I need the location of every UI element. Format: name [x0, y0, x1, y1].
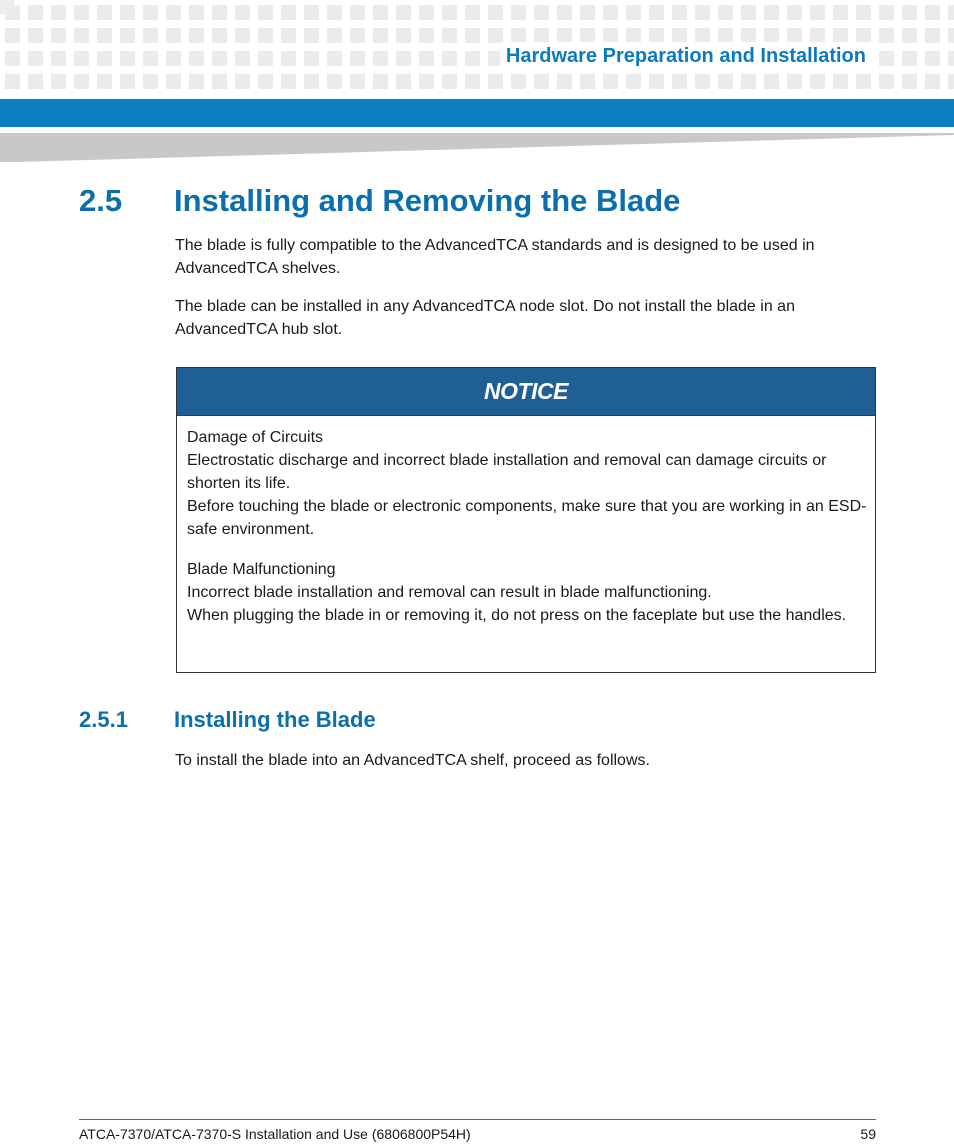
subsection-paragraph: To install the blade into an AdvancedTCA shelf, proceed as follows.: [175, 752, 650, 769]
header-grid-square: [787, 28, 802, 43]
header-grid-square: [442, 51, 457, 66]
header-grid-square: [948, 5, 954, 20]
header-grid-square: [580, 28, 595, 43]
header-grid-square: [672, 74, 687, 89]
header-grid-square: [97, 74, 112, 89]
header-grid-square: [442, 5, 457, 20]
header-grid-square: [212, 28, 227, 43]
header-grid-square: [97, 5, 112, 20]
header-grid-square: [603, 74, 618, 89]
header-grid-square: [166, 28, 181, 43]
header-grid-square: [626, 5, 641, 20]
notice-label: NOTICE: [484, 378, 568, 404]
header-grid-square: [5, 28, 20, 43]
header-grid-square: [212, 51, 227, 66]
header-grid-square: [580, 5, 595, 20]
header-grid-square: [281, 51, 296, 66]
header-grid-square: [212, 74, 227, 89]
header-grid-square: [511, 28, 526, 43]
header-grid-square: [166, 5, 181, 20]
header-grid-square: [925, 74, 940, 89]
header-grid-square: [442, 74, 457, 89]
header-grid-square: [350, 5, 365, 20]
header-grid-square: [304, 28, 319, 43]
header-grid-square: [465, 5, 480, 20]
notice-block-heading: Damage of Circuits: [187, 429, 324, 446]
header-grid-square: [741, 74, 756, 89]
header-grid-square: [396, 28, 411, 43]
header-grid-square: [74, 28, 89, 43]
header-grid-square: [350, 51, 365, 66]
header-grid-square: [350, 74, 365, 89]
header-grid-square: [488, 28, 503, 43]
header-grid-square: [695, 28, 710, 43]
header-grid-square: [74, 51, 89, 66]
notice-header: [177, 368, 875, 416]
header-grid-square: [626, 74, 641, 89]
header-grid-square: [327, 28, 342, 43]
notice-block-circuits: [187, 426, 867, 541]
header-grid-square: [258, 74, 273, 89]
header-grid-square: [143, 28, 158, 43]
header-grid-square: [396, 74, 411, 89]
header-grid-square: [557, 28, 572, 43]
header-grid-square: [419, 28, 434, 43]
notice-block-heading: Blade Malfunctioning: [187, 561, 336, 578]
header-grid-square: [304, 74, 319, 89]
header-grid-square: [718, 5, 733, 20]
header-grid-square: [879, 51, 894, 66]
header-grid-square: [580, 74, 595, 89]
header-grid-square: [902, 74, 917, 89]
header-grid-square: [281, 74, 296, 89]
header-grid-square: [695, 5, 710, 20]
header-grid-square: [28, 51, 43, 66]
header-grid-square: [810, 28, 825, 43]
header-grid-square: [649, 5, 664, 20]
header-grid-square: [258, 28, 273, 43]
header-grid-square: [718, 28, 733, 43]
header-grid-square: [925, 5, 940, 20]
header-grid-square: [787, 5, 802, 20]
header-grid-square: [833, 5, 848, 20]
header-grid-square: [5, 5, 20, 20]
header-grid-square: [304, 5, 319, 20]
header-grid-square: [166, 74, 181, 89]
header-grid-square: [948, 74, 954, 89]
notice-block-line: Electrostatic discharge and incorrect blade installation and removal can damage circuits or shorten its life.: [187, 452, 827, 492]
section-title: Installing and Removing the Blade: [174, 183, 681, 218]
section-paragraph-1: The blade is fully compatible to the AdvancedTCA standards and is designed to be used in AdvancedTCA shelves.: [175, 237, 815, 277]
header-grid-square: [810, 74, 825, 89]
header-grid-square: [534, 5, 549, 20]
header-grid-square: [327, 51, 342, 66]
header-grid-square: [465, 28, 480, 43]
header-grid-square: [603, 28, 618, 43]
header-grid-square: [879, 5, 894, 20]
footer-document-title: ATCA-7370/ATCA-7370-S Installation and Use (6806800P54H): [79, 1126, 471, 1142]
header-grid-square: [5, 74, 20, 89]
header-grid-square: [695, 74, 710, 89]
header-grid-square: [833, 28, 848, 43]
header-grid-square: [327, 5, 342, 20]
header-grid-square: [419, 51, 434, 66]
notice-box: [176, 367, 876, 673]
header-grid-square: [879, 28, 894, 43]
header-grid-square: [235, 28, 250, 43]
header-grid-square: [258, 5, 273, 20]
header-grid-square: [948, 28, 954, 43]
header-grid-square: [51, 51, 66, 66]
running-header-title: Hardware Preparation and Installation: [500, 42, 872, 70]
header-grid-square: [856, 74, 871, 89]
header-grid-square: [856, 5, 871, 20]
header-grid-square: [120, 28, 135, 43]
header-grid-square: [189, 74, 204, 89]
subsection-title: Installing the Blade: [174, 707, 376, 732]
header-grid-square: [28, 5, 43, 20]
header-grid-square: [902, 51, 917, 66]
header-grid-square: [741, 28, 756, 43]
header-grid-square: [442, 28, 457, 43]
section-number: 2.5: [79, 183, 123, 218]
header-grid-square: [925, 51, 940, 66]
header-grid-square: [97, 28, 112, 43]
header-grid-square: [787, 74, 802, 89]
header-grid-square: [166, 51, 181, 66]
header-grid-square: [764, 5, 779, 20]
footer-page-number: 59: [860, 1126, 876, 1142]
section-paragraph-2: The blade can be installed in any AdvancedTCA node slot. Do not install the blade in an AdvancedTCA hub slot.: [175, 298, 795, 338]
header-grid-square: [534, 74, 549, 89]
header-grid-square: [143, 5, 158, 20]
header-grid-square: [902, 5, 917, 20]
header-grid-square: [925, 28, 940, 43]
header-grid-square: [74, 74, 89, 89]
header-grid-square: [557, 74, 572, 89]
subsection-number: 2.5.1: [79, 707, 128, 732]
header-grid-square: [51, 28, 66, 43]
header-grid-square: [419, 5, 434, 20]
header-grid-square: [51, 5, 66, 20]
notice-block-line: When plugging the blade in or removing it, do not press on the faceplate but use the handles.: [187, 607, 847, 624]
header-grid-square: [511, 5, 526, 20]
header-grey-wedge: [0, 130, 954, 164]
header-grid-square: [672, 5, 687, 20]
header-grid-square: [856, 28, 871, 43]
header-grid-square: [948, 51, 954, 66]
header-grid-square: [28, 28, 43, 43]
header-grid-square: [373, 74, 388, 89]
header-grid-square: [350, 28, 365, 43]
header-grid-square: [396, 51, 411, 66]
header-blue-bar: [0, 99, 954, 127]
header-grid-square: [626, 28, 641, 43]
header-grid-square: [143, 74, 158, 89]
header-grid-square: [235, 51, 250, 66]
header-grid-square: [465, 74, 480, 89]
header-grid-square: [741, 5, 756, 20]
header-grid-square: [327, 74, 342, 89]
header-grid-square: [51, 74, 66, 89]
header-grid-square: [373, 5, 388, 20]
header-grid-square: [212, 5, 227, 20]
header-grid-square: [120, 5, 135, 20]
header-grid-square: [488, 5, 503, 20]
header-grid-square: [902, 28, 917, 43]
header-grid-square: [281, 28, 296, 43]
header-grid-square: [649, 74, 664, 89]
header-grid-square: [189, 51, 204, 66]
header-grid-square: [764, 28, 779, 43]
header-grid-square: [28, 74, 43, 89]
header-grid-square: [74, 5, 89, 20]
header-grid-square: [120, 74, 135, 89]
header-grid-square: [833, 74, 848, 89]
header-grid-square: [304, 51, 319, 66]
header-grid-square: [189, 5, 204, 20]
header-grid-square: [189, 28, 204, 43]
notice-block-line: Before touching the blade or electronic components, make sure that you are working in an ESD-safe environment.: [187, 498, 867, 538]
footer-rule: [79, 1119, 876, 1120]
header-grid-square: [120, 51, 135, 66]
header-grid-square: [879, 74, 894, 89]
header-grid-square: [810, 5, 825, 20]
header-grid-square: [373, 51, 388, 66]
header-grid-square: [603, 5, 618, 20]
header-grid-square: [281, 5, 296, 20]
header-grid-square: [97, 51, 112, 66]
header-grid-square: [396, 5, 411, 20]
header-grid-square: [718, 74, 733, 89]
header-grid-square: [534, 28, 549, 43]
header-grid-square: [649, 28, 664, 43]
header-grid-square: [764, 74, 779, 89]
header-grid-square: [419, 74, 434, 89]
header-grid-square: [5, 51, 20, 66]
header-grid-square: [511, 74, 526, 89]
header-grid-square: [465, 51, 480, 66]
header-grid-square: [672, 28, 687, 43]
header-grid-square: [488, 74, 503, 89]
header-grid-square: [557, 5, 572, 20]
header-grid-square: [373, 28, 388, 43]
header-grid-square: [258, 51, 273, 66]
header-grid-square: [235, 5, 250, 20]
header-grid-square: [235, 74, 250, 89]
header-grid-square: [143, 51, 158, 66]
notice-block-line: Incorrect blade installation and removal can result in blade malfunctioning.: [187, 584, 712, 601]
notice-block-malfunction: [187, 558, 867, 627]
